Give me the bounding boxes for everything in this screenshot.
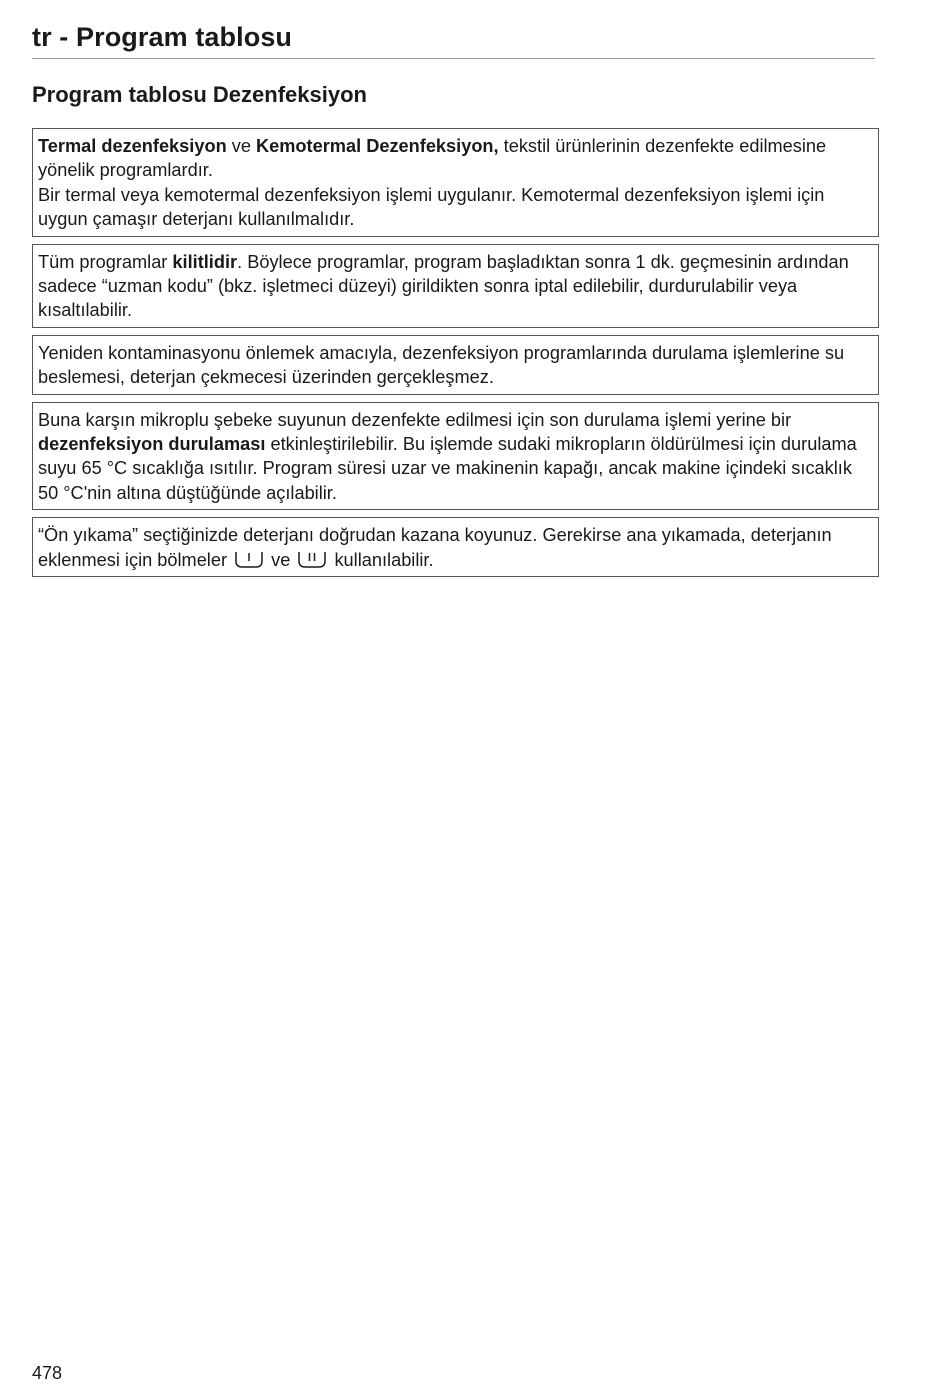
- note-paragraph: [38, 183, 872, 232]
- note-text: “Ön yıkama” seçtiğinizde deterjanı doğrudan kazana koyunuz. Gerekirse ana yıkamada, deterjanın eklenmesi için bölmeler: [38, 525, 832, 570]
- note-box-disinfection-rinse: [32, 402, 879, 511]
- note-paragraph: [38, 523, 872, 572]
- note-paragraph: [38, 250, 872, 323]
- note-paragraph: [38, 341, 872, 390]
- compartment-ii-icon: [297, 549, 327, 569]
- notes-list: [32, 128, 879, 584]
- page-header: [32, 20, 875, 59]
- note-text: Bir termal veya kemotermal dezenfeksiyon işlemi uygulanır. Kemotermal dezenfeksiyon işlemi için uygun çamaşır deterjanı kullanılmalıdır.: [38, 184, 825, 230]
- note-text: Yeniden kontaminasyonu önlemek amacıyla, dezenfeksiyon programlarında durulama işlemlerine su beslemesi, deterjan çekmecesi üzerinden gerçekleşmez.: [38, 342, 845, 388]
- page-title: tr - Program tablosu: [32, 22, 293, 52]
- bold-term: Termal dezenfeksiyon: [38, 136, 227, 156]
- note-text: Buna karşın mikroplu şebeke suyunun dezenfekte edilmesi için son durulama işlemi yerine bir: [38, 409, 792, 430]
- note-text: . Böylece programlar, program başladıktan sonra 1 dk. geçmesinin ardından sadece “uzman kodu” (bkz. işletmeci düzeyi) girildikten sonra iptal edilebilir, durdurulabilir veya kısaltılabilir.: [38, 251, 849, 321]
- note-text: Tüm programlar: [38, 251, 173, 272]
- section-title: Program tablosu Dezenfeksiyon: [32, 82, 367, 107]
- compartment-i-icon: [234, 549, 264, 569]
- note-text: ve: [266, 549, 296, 570]
- page-number: 478: [32, 1363, 63, 1383]
- note-text: etkinleştirilebilir. Bu işlemde sudaki mikropların öldürülmesi için durulama suyu 65 °C sıcaklığa ısıtılır. Program süresi uzar ve makinenin kapağı, ancak makine içindeki sıcaklık 50 °C'nin altına düştüğünde açılabilir.: [38, 434, 857, 503]
- bold-term: kilitlidir: [172, 251, 238, 272]
- note-text: kullanılabilir.: [329, 549, 434, 570]
- note-paragraph: [38, 134, 872, 183]
- note-box-thermal-disinfection: [32, 128, 879, 237]
- note-box-prewash: [32, 517, 879, 577]
- note-text: tekstil ürünlerinin dezenfekte edilmesine yönelik programlardır.: [38, 136, 827, 181]
- bold-term: dezenfeksiyon durulaması: [38, 434, 266, 455]
- note-box-programs-locked: [32, 244, 879, 328]
- note-paragraph: [38, 408, 872, 506]
- note-text: ve: [226, 136, 257, 156]
- bold-term: Kemotermal Dezenfeksiyon,: [256, 136, 499, 156]
- note-box-recontamination: [32, 335, 879, 395]
